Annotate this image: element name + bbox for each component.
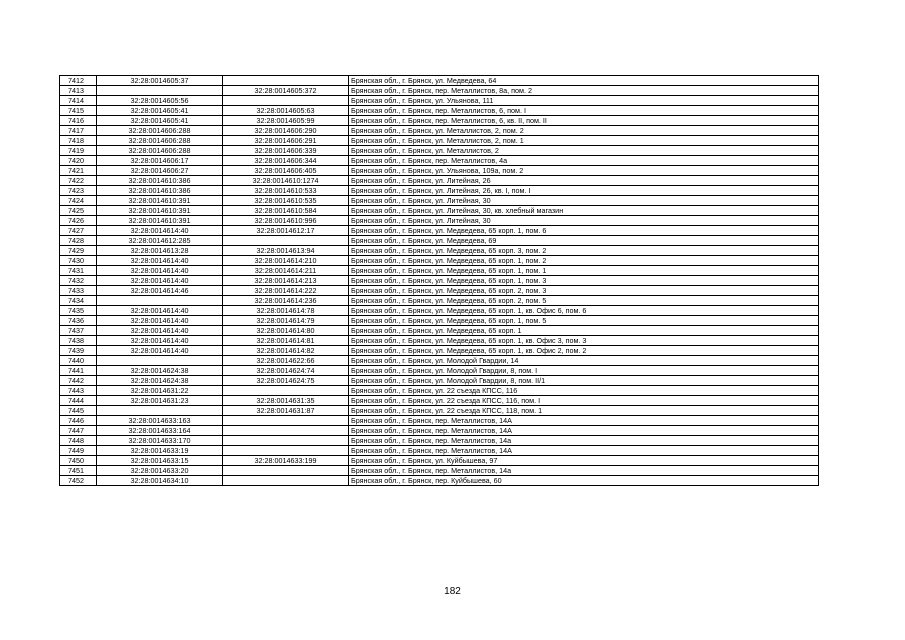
address-cell: Брянская обл., г. Брянск, ул. Литейная, 30, кв. хлебный магазин (349, 206, 819, 216)
table-row (60, 436, 819, 446)
address-cell: Брянская обл., г. Брянск, ул. Медведева, 65 корп. 1, пом. 2 (349, 256, 819, 266)
object-cadastral-number-cell: 32:28:0014606:344 (223, 156, 349, 166)
table-row (60, 446, 819, 456)
address-cell: Брянская обл., г. Брянск, ул. Ульянова, 109а, пом. 2 (349, 166, 819, 176)
land-cadastral-number-cell (97, 406, 223, 416)
row-number-cell: 7427 (60, 226, 97, 236)
table-row (60, 216, 819, 226)
address-cell: Брянская обл., г. Брянск, ул. Медведева, 65 корп. 1, кв. Офис 2, пом. 2 (349, 346, 819, 356)
row-number-cell: 7424 (60, 196, 97, 206)
address-cell: Брянская обл., г. Брянск, ул. Литейная, 26, кв. I, пом. I (349, 186, 819, 196)
object-cadastral-number-cell: 32:28:0014633:199 (223, 456, 349, 466)
row-number-cell: 7439 (60, 346, 97, 356)
address-cell: Брянская обл., г. Брянск, пер. Куйбышева, 60 (349, 476, 819, 486)
object-cadastral-number-cell: 32:28:0014614:78 (223, 306, 349, 316)
row-number-cell: 7440 (60, 356, 97, 366)
address-cell: Брянская обл., г. Брянск, пер. Металлистов, 14А (349, 426, 819, 436)
land-cadastral-number-cell: 32:28:0014614:40 (97, 226, 223, 236)
address-cell: Брянская обл., г. Брянск, ул. Медведева, 65 корп. 1, пом. 5 (349, 316, 819, 326)
object-cadastral-number-cell: 32:28:0014614:236 (223, 296, 349, 306)
address-cell: Брянская обл., г. Брянск, ул. Литейная, 26 (349, 176, 819, 186)
address-cell: Брянская обл., г. Брянск, ул. Медведева, 65 корп. 1, кв. Офис 3, пом. 3 (349, 336, 819, 346)
table-row (60, 266, 819, 276)
address-cell: Брянская обл., г. Брянск, ул. 22 съезда КПСС, 116, пом. I (349, 396, 819, 406)
object-cadastral-number-cell (223, 426, 349, 436)
table-row (60, 286, 819, 296)
table-row (60, 276, 819, 286)
row-number-cell: 7431 (60, 266, 97, 276)
land-cadastral-number-cell: 32:28:0014634:10 (97, 476, 223, 486)
object-cadastral-number-cell: 32:28:0014613:94 (223, 246, 349, 256)
land-cadastral-number-cell: 32:28:0014606:288 (97, 126, 223, 136)
land-cadastral-number-cell: 32:28:0014633:19 (97, 446, 223, 456)
object-cadastral-number-cell (223, 76, 349, 86)
row-number-cell: 7436 (60, 316, 97, 326)
land-cadastral-number-cell: 32:28:0014606:288 (97, 136, 223, 146)
land-cadastral-number-cell: 32:28:0014605:56 (97, 96, 223, 106)
object-cadastral-number-cell: 32:28:0014610:1274 (223, 176, 349, 186)
address-cell: Брянская обл., г. Брянск, ул. Литейная, 30 (349, 216, 819, 226)
table-row (60, 456, 819, 466)
table-row (60, 226, 819, 236)
address-cell: Брянская обл., г. Брянск, пер. Металлистов, 14А (349, 416, 819, 426)
table-row (60, 366, 819, 376)
land-cadastral-number-cell: 32:28:0014605:37 (97, 76, 223, 86)
object-cadastral-number-cell: 32:28:0014614:79 (223, 316, 349, 326)
land-cadastral-number-cell: 32:28:0014606:288 (97, 146, 223, 156)
address-cell: Брянская обл., г. Брянск, ул. Медведева, 64 (349, 76, 819, 86)
object-cadastral-number-cell: 32:28:0014605:99 (223, 116, 349, 126)
row-number-cell: 7415 (60, 106, 97, 116)
land-cadastral-number-cell: 32:28:0014605:41 (97, 106, 223, 116)
address-cell: Брянская обл., г. Брянск, пер. Металлистов, 8а, пом. 2 (349, 86, 819, 96)
object-cadastral-number-cell (223, 436, 349, 446)
table-row (60, 236, 819, 246)
address-cell: Брянская обл., г. Брянск, пер. Металлистов, 6, пом. I (349, 106, 819, 116)
object-cadastral-number-cell: 32:28:0014622:66 (223, 356, 349, 366)
land-cadastral-number-cell: 32:28:0014633:170 (97, 436, 223, 446)
land-cadastral-number-cell: 32:28:0014631:23 (97, 396, 223, 406)
table-row (60, 76, 819, 86)
address-cell: Брянская обл., г. Брянск, ул. Медведева, 65 корп. 1, пом. 6 (349, 226, 819, 236)
table-row (60, 426, 819, 436)
table-row (60, 166, 819, 176)
address-cell: Брянская обл., г. Брянск, ул. Медведева, 65 корп. 2, пом. 3 (349, 286, 819, 296)
page-number: 182 (444, 586, 461, 597)
land-cadastral-number-cell: 32:28:0014613:28 (97, 246, 223, 256)
table-row (60, 346, 819, 356)
row-number-cell: 7441 (60, 366, 97, 376)
address-cell: Брянская обл., г. Брянск, ул. Металлистов, 2, пом. 1 (349, 136, 819, 146)
row-number-cell: 7419 (60, 146, 97, 156)
land-cadastral-number-cell: 32:28:0014610:391 (97, 216, 223, 226)
object-cadastral-number-cell: 32:28:0014606:290 (223, 126, 349, 136)
address-cell: Брянская обл., г. Брянск, пер. Металлистов, 14а (349, 466, 819, 476)
row-number-cell: 7432 (60, 276, 97, 286)
table-row (60, 336, 819, 346)
object-cadastral-number-cell: 32:28:0014606:291 (223, 136, 349, 146)
row-number-cell: 7435 (60, 306, 97, 316)
address-cell: Брянская обл., г. Брянск, пер. Металлистов, 6, кв. II, пом. II (349, 116, 819, 126)
object-cadastral-number-cell: 32:28:0014614:81 (223, 336, 349, 346)
land-cadastral-number-cell: 32:28:0014606:27 (97, 166, 223, 176)
land-cadastral-number-cell: 32:28:0014610:386 (97, 176, 223, 186)
object-cadastral-number-cell: 32:28:0014606:339 (223, 146, 349, 156)
table-row (60, 466, 819, 476)
land-cadastral-number-cell: 32:28:0014624:38 (97, 366, 223, 376)
row-number-cell: 7433 (60, 286, 97, 296)
row-number-cell: 7425 (60, 206, 97, 216)
table-row (60, 136, 819, 146)
address-cell: Брянская обл., г. Брянск, пер. Металлистов, 4а (349, 156, 819, 166)
land-cadastral-number-cell: 32:28:0014610:391 (97, 196, 223, 206)
object-cadastral-number-cell (223, 466, 349, 476)
table-row (60, 376, 819, 386)
object-cadastral-number-cell: 32:28:0014614:211 (223, 266, 349, 276)
table-row (60, 396, 819, 406)
land-cadastral-number-cell: 32:28:0014614:46 (97, 286, 223, 296)
registry-table (59, 75, 819, 486)
row-number-cell: 7428 (60, 236, 97, 246)
address-cell: Брянская обл., г. Брянск, ул. Литейная, 30 (349, 196, 819, 206)
address-cell: Брянская обл., г. Брянск, ул. Куйбышева, 97 (349, 456, 819, 466)
object-cadastral-number-cell (223, 96, 349, 106)
land-cadastral-number-cell: 32:28:0014605:41 (97, 116, 223, 126)
address-cell: Брянская обл., г. Брянск, ул. Ульянова, 111 (349, 96, 819, 106)
object-cadastral-number-cell: 32:28:0014606:405 (223, 166, 349, 176)
object-cadastral-number-cell (223, 446, 349, 456)
land-cadastral-number-cell: 32:28:0014633:20 (97, 466, 223, 476)
row-number-cell: 7452 (60, 476, 97, 486)
row-number-cell: 7418 (60, 136, 97, 146)
object-cadastral-number-cell: 32:28:0014614:213 (223, 276, 349, 286)
table-row (60, 96, 819, 106)
row-number-cell: 7444 (60, 396, 97, 406)
row-number-cell: 7412 (60, 76, 97, 86)
object-cadastral-number-cell: 32:28:0014614:82 (223, 346, 349, 356)
land-cadastral-number-cell: 32:28:0014614:40 (97, 306, 223, 316)
row-number-cell: 7422 (60, 176, 97, 186)
land-cadastral-number-cell: 32:28:0014631:22 (97, 386, 223, 396)
row-number-cell: 7417 (60, 126, 97, 136)
object-cadastral-number-cell: 32:28:0014610:996 (223, 216, 349, 226)
object-cadastral-number-cell: 32:28:0014631:35 (223, 396, 349, 406)
land-cadastral-number-cell (97, 356, 223, 366)
object-cadastral-number-cell: 32:28:0014624:74 (223, 366, 349, 376)
row-number-cell: 7447 (60, 426, 97, 436)
object-cadastral-number-cell: 32:28:0014605:372 (223, 86, 349, 96)
table-row (60, 146, 819, 156)
object-cadastral-number-cell (223, 476, 349, 486)
object-cadastral-number-cell: 32:28:0014605:63 (223, 106, 349, 116)
row-number-cell: 7421 (60, 166, 97, 176)
address-cell: Брянская обл., г. Брянск, ул. Молодой Гвардии, 8, пом. I (349, 366, 819, 376)
address-cell: Брянская обл., г. Брянск, ул. Медведева, 65 корп. 1, пом. 1 (349, 266, 819, 276)
row-number-cell: 7420 (60, 156, 97, 166)
table-row (60, 206, 819, 216)
row-number-cell: 7416 (60, 116, 97, 126)
land-cadastral-number-cell: 32:28:0014633:163 (97, 416, 223, 426)
land-cadastral-number-cell: 32:28:0014610:386 (97, 186, 223, 196)
row-number-cell: 7429 (60, 246, 97, 256)
object-cadastral-number-cell: 32:28:0014610:535 (223, 196, 349, 206)
land-cadastral-number-cell: 32:28:0014614:40 (97, 326, 223, 336)
address-cell: Брянская обл., г. Брянск, ул. Медведева, 65 корп. 1 (349, 326, 819, 336)
land-cadastral-number-cell: 32:28:0014614:40 (97, 346, 223, 356)
table-row (60, 116, 819, 126)
table-row (60, 296, 819, 306)
table-row (60, 196, 819, 206)
row-number-cell: 7437 (60, 326, 97, 336)
row-number-cell: 7451 (60, 466, 97, 476)
table-row (60, 416, 819, 426)
row-number-cell: 7426 (60, 216, 97, 226)
table-row (60, 126, 819, 136)
object-cadastral-number-cell: 32:28:0014610:533 (223, 186, 349, 196)
table-row (60, 86, 819, 96)
table-row (60, 476, 819, 486)
land-cadastral-number-cell: 32:28:0014614:40 (97, 336, 223, 346)
table-row (60, 356, 819, 366)
object-cadastral-number-cell: 32:28:0014612:17 (223, 226, 349, 236)
land-cadastral-number-cell: 32:28:0014610:391 (97, 206, 223, 216)
object-cadastral-number-cell: 32:28:0014614:222 (223, 286, 349, 296)
row-number-cell: 7446 (60, 416, 97, 426)
row-number-cell: 7449 (60, 446, 97, 456)
row-number-cell: 7434 (60, 296, 97, 306)
land-cadastral-number-cell: 32:28:0014614:40 (97, 266, 223, 276)
object-cadastral-number-cell (223, 416, 349, 426)
table-row (60, 106, 819, 116)
land-cadastral-number-cell (97, 86, 223, 96)
row-number-cell: 7442 (60, 376, 97, 386)
object-cadastral-number-cell: 32:28:0014610:584 (223, 206, 349, 216)
address-cell: Брянская обл., г. Брянск, ул. Металлистов, 2, пом. 2 (349, 126, 819, 136)
row-number-cell: 7414 (60, 96, 97, 106)
land-cadastral-number-cell: 32:28:0014606:17 (97, 156, 223, 166)
address-cell: Брянская обл., г. Брянск, ул. Медведева, 65 корп. 3, пом. 2 (349, 246, 819, 256)
table-row (60, 316, 819, 326)
row-number-cell: 7448 (60, 436, 97, 446)
object-cadastral-number-cell: 32:28:0014631:87 (223, 406, 349, 416)
address-cell: Брянская обл., г. Брянск, ул. Медведева, 65 корп. 2, пом. 5 (349, 296, 819, 306)
land-cadastral-number-cell: 32:28:0014633:164 (97, 426, 223, 436)
table-row (60, 156, 819, 166)
table-row (60, 256, 819, 266)
row-number-cell: 7430 (60, 256, 97, 266)
table-row (60, 246, 819, 256)
address-cell: Брянская обл., г. Брянск, пер. Металлистов, 14А (349, 446, 819, 456)
row-number-cell: 7443 (60, 386, 97, 396)
table-row (60, 176, 819, 186)
land-cadastral-number-cell: 32:28:0014624:38 (97, 376, 223, 386)
row-number-cell: 7438 (60, 336, 97, 346)
land-cadastral-number-cell (97, 296, 223, 306)
table-row (60, 326, 819, 336)
table-row (60, 306, 819, 316)
land-cadastral-number-cell: 32:28:0014612:285 (97, 236, 223, 246)
row-number-cell: 7450 (60, 456, 97, 466)
land-cadastral-number-cell: 32:28:0014614:40 (97, 276, 223, 286)
object-cadastral-number-cell (223, 386, 349, 396)
object-cadastral-number-cell (223, 236, 349, 246)
address-cell: Брянская обл., г. Брянск, ул. 22 съезда КПСС, 116 (349, 386, 819, 396)
row-number-cell: 7423 (60, 186, 97, 196)
land-cadastral-number-cell: 32:28:0014633:15 (97, 456, 223, 466)
land-cadastral-number-cell: 32:28:0014614:40 (97, 316, 223, 326)
address-cell: Брянская обл., г. Брянск, ул. 22 съезда КПСС, 118, пом. 1 (349, 406, 819, 416)
table-row (60, 186, 819, 196)
land-cadastral-number-cell: 32:28:0014614:40 (97, 256, 223, 266)
address-cell: Брянская обл., г. Брянск, ул. Медведева, 65 корп. 1, кв. Офис 6, пом. 6 (349, 306, 819, 316)
table-row (60, 386, 819, 396)
row-number-cell: 7413 (60, 86, 97, 96)
object-cadastral-number-cell: 32:28:0014624:75 (223, 376, 349, 386)
registry-table-body (60, 76, 819, 486)
object-cadastral-number-cell: 32:28:0014614:80 (223, 326, 349, 336)
address-cell: Брянская обл., г. Брянск, ул. Молодой Гвардии, 8, пом. II/1 (349, 376, 819, 386)
row-number-cell: 7445 (60, 406, 97, 416)
object-cadastral-number-cell: 32:28:0014614:210 (223, 256, 349, 266)
address-cell: Брянская обл., г. Брянск, пер. Металлистов, 14а (349, 436, 819, 446)
address-cell: Брянская обл., г. Брянск, ул. Медведева, 69 (349, 236, 819, 246)
address-cell: Брянская обл., г. Брянск, ул. Молодой Гвардии, 14 (349, 356, 819, 366)
address-cell: Брянская обл., г. Брянск, ул. Медведева, 65 корп. 1, пом. 3 (349, 276, 819, 286)
table-row (60, 406, 819, 416)
address-cell: Брянская обл., г. Брянск, ул. Металлистов, 2 (349, 146, 819, 156)
